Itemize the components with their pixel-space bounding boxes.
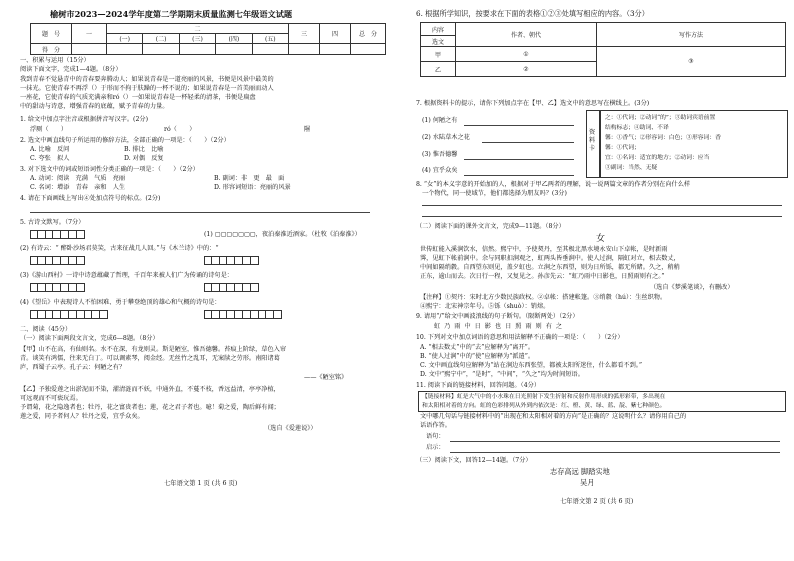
question-4: 4. 请在下面画线上写出④处加点符号的标点。(2分) xyxy=(20,195,161,202)
q1-answer[interactable]: 浮厕（ ） xyxy=(30,126,68,133)
answer-line[interactable] xyxy=(464,175,574,176)
q2-option[interactable]: B. 排比 比喻 xyxy=(124,146,164,153)
score-table-header: 总 分 xyxy=(351,24,386,44)
table-rowhead: 选文 xyxy=(421,36,456,47)
score-table-sub: (二) xyxy=(143,34,179,44)
question-6: 6. 根据所学知识，按要求在下面的表格①②③处填写相应的内容。（3分） xyxy=(416,9,649,18)
answer-grid[interactable] xyxy=(204,310,282,319)
card-line: 宜：①名词：适宜的地方；②动词：应当 xyxy=(605,155,710,161)
score-table xyxy=(30,23,386,55)
score-table-sub: (一) xyxy=(107,34,143,44)
section-two-b: （二）阅读下面的课外文言文，完成9—11题。（8分） xyxy=(416,223,565,230)
card-line: 馨：①香气；②形容词：白色；③形容词：香 xyxy=(605,135,721,141)
q9-sentence[interactable]: 虹 乃 雨 中 日 影 也 日 照 雨 则 有 之 xyxy=(434,323,564,330)
passage-line: 一抹光。它使青春不再浮（）于形而不拘于肤躁的一杯不说的；如果说青春是一首美丽而动人 xyxy=(20,85,274,92)
score-table-header: 一 xyxy=(72,24,107,44)
score-table-sub: (五) xyxy=(252,34,288,44)
link-material: 【链接材料】虹是大气中的小水珠在日光照射下发生折射和反射作用形成的弧形彩带，多出现在 xyxy=(422,394,666,400)
right-page xyxy=(410,0,790,561)
section-three: （三）阅读下文，回答12—14题。（7分） xyxy=(416,457,532,464)
table-row-label: 甲 xyxy=(421,47,456,62)
q7-item: (4) 宜乎众矣 xyxy=(422,167,458,174)
table-head: 作者、朝代 xyxy=(456,23,597,47)
answer-line[interactable] xyxy=(464,159,574,160)
q7-item: (3) 惟吾德馨 xyxy=(422,151,458,158)
question-2: 2. 选文中画直线句子所运用的修辞方法，全部正确的一项是：（ ）（2分） xyxy=(20,137,230,144)
nv-line: 霁，见虹下帐前涧中。余与同职扣涧观之，虹两头皆垂涧中。使人过涧，隔虹对立，相去数丈， xyxy=(420,255,680,262)
table-head: 写作方法 xyxy=(597,23,786,47)
text-jia: 【甲】山不在高，有仙则名。水不在深，有龙则灵。斯是陋室，惟吾德馨。苔痕上阶绿，草色入帘 xyxy=(20,346,287,353)
q10-option[interactable]: B. “使人过涧”中的“使”应解释为“派遣”。 xyxy=(420,353,535,360)
page-footer: 七年语文第 1 页 (共 6 页) xyxy=(164,480,238,487)
q2-option[interactable]: D. 对偶 反复 xyxy=(124,155,164,162)
nv-line: 正东，逾山而去。次日行一程，又复见之。孙彦先云：“虹乃雨中日影也，日照雨则有之。” xyxy=(420,273,665,280)
text-jia: 青。谈笑有鸿儒，往来无白丁。可以调素琴，阅金经。无丝竹之乱耳，无案牍之劳形。南阳诸葛 xyxy=(20,355,280,362)
q10-option[interactable]: A. “相去数丈”中的“去”应解释为“离开”。 xyxy=(420,344,535,351)
score-row-label: 得 分 xyxy=(31,44,72,55)
answer-grid[interactable] xyxy=(30,283,85,292)
q5-item: (1) ▢▢▢▢▢▢▢，夜泊秦淮近酒家。（杜牧《泊秦淮》） xyxy=(204,231,361,238)
q1-answer[interactable]: ró（ ） xyxy=(164,126,196,133)
table-mark[interactable]: ① xyxy=(456,47,597,62)
nv-note: 【注释】①契丹：宋时北方少数民族政权。②卓帐：搭建帐篷。③绡縠（hú）：生丝织物。 xyxy=(420,294,667,301)
card-tab xyxy=(586,110,600,178)
score-table-header: 四 xyxy=(320,24,351,44)
card-label: 资料卡 xyxy=(589,129,596,152)
table-head: 内容 xyxy=(421,23,456,36)
essay-author: 吴月 xyxy=(580,478,595,487)
passage-line: 一座花，它使青春的气质充满亲和ró（）一如果说青春是一杯轻柔的清茶，书便是扁盘 xyxy=(20,94,256,101)
q1-answer[interactable]: 隰 xyxy=(304,126,311,133)
score-table-sub: (四) xyxy=(216,34,252,44)
q10-option[interactable]: D. 文中“熙宁中”，“是时”，“中间”，“久之”均为时间短语。 xyxy=(420,371,584,378)
answer-grid[interactable] xyxy=(30,310,108,319)
question-5: 5. 古诗文默写。（7分） xyxy=(20,219,85,226)
card-line: 之：①代词；②动词“的”；③助词宾语前置 xyxy=(605,115,716,121)
q5-item: (4)《望岳》中表现诗人不怕困难、勇于攀登绝顶的雄心和气概的诗句是： xyxy=(20,299,221,306)
question-8: 8. “女”的本义字意的开始加的人，根据对于甲乙两者的理解，说一说两篇文章的作者分别在向什么样 xyxy=(416,181,691,188)
answer-line[interactable] xyxy=(450,441,780,442)
answer-line[interactable] xyxy=(450,452,780,453)
section-two-sub: （一）阅读下面两段文言文，完成6—8题。（8分） xyxy=(20,335,159,342)
q3-option[interactable]: A. 动词：阅读 充满 气质 亮丽 xyxy=(30,175,126,182)
text-jia: 庐，西蜀子云亭。孔子云：何陋之有？ xyxy=(20,364,126,371)
question-7: 7. 根据资料卡的提示，请你下列加点字在【甲、乙】选文中的意思写在横线上。(3分) xyxy=(416,100,650,107)
q7-item: (2) 水陆草木之花 xyxy=(422,134,470,141)
passage-line: 中的甜动与诗意，增强青春的底蕴，赋予青春的力量。 xyxy=(20,103,169,110)
q2-option[interactable]: C. 夸张 拟人 xyxy=(30,155,70,162)
nv-note: ④熙宁：北宋神宗年号。⑤铄（shuò）：销熔。 xyxy=(420,303,550,310)
question-3: 3. 对下选文中的词或短语词性分类正确的一项是：（ ）（2分） xyxy=(20,166,199,173)
answer-line[interactable] xyxy=(464,125,574,126)
q2-option[interactable]: A. 比喻 反问 xyxy=(30,146,70,153)
question-11: 11. 阅读下面的链接材料，回答问题。（4分） xyxy=(416,382,541,389)
question-1: 1. 给文中加点字注音或根据拼音写汉字。(2分) xyxy=(20,116,149,123)
exam-title: 榆树市2023—2024学年度第二学期期末质量监测七年级语文试题 xyxy=(50,9,293,19)
card-line: 结构标志；④助词、不译 xyxy=(605,125,669,131)
score-table-header: 题 号 xyxy=(31,24,72,44)
score-table-header: 三 xyxy=(289,24,320,44)
answer-line[interactable] xyxy=(422,216,782,217)
q10-option[interactable]: C. 文中画直线句应解释为“站在涧边东西张望，都被太阳所迷住，什么都看不到。” xyxy=(420,362,643,369)
q3-option[interactable]: D. 形容词短语：亮丽的风景 xyxy=(214,184,291,191)
info-card xyxy=(600,110,788,178)
fill-label: 启示： xyxy=(426,444,445,451)
answer-grid[interactable] xyxy=(204,256,259,265)
page-footer: 七年语文第 2 页 (共 6 页) xyxy=(560,498,634,505)
q11-question: 话语作答。 xyxy=(420,422,451,429)
q5-item: (3)《游山西村》一诗中诗意蕴藏了哲理，千百年来被人们广为传诵的诗句是： xyxy=(20,272,233,279)
passage-line: 我到青春不觉悬青中的青春要奔腾动人；如果说青春是一道亮丽的风景，书便是风景中最美的 xyxy=(20,76,274,83)
nv-line: 世传虹能入溪涧饮水，信然。熙宁中，予使契丹，至其极北黑水境永安山下卓帐，是时新雨 xyxy=(420,246,668,253)
answer-line[interactable] xyxy=(482,142,574,143)
table-mark[interactable]: ③ xyxy=(597,47,786,77)
text-yi: 予谓菊，花之隐逸者也；牡丹，花之富贵者也；莲，花之君子者也。噫！菊之爱，陶后鲜有闻； xyxy=(20,404,280,411)
essay-title: 志存高远 脚踏实地 xyxy=(550,467,610,476)
section-two-title: 二、阅读（45分） xyxy=(20,326,72,333)
link-material: 和太阳相对着的方向。虹的色彩排列从外到内依次是：红、橙、黄、绿、蓝、靛、紫七种颜色。 xyxy=(422,403,666,409)
question-9: 9. 请用“/”给文中画波浪线的句子断句。（限断两处）（2分） xyxy=(416,313,579,320)
answer-grid[interactable] xyxy=(30,230,85,239)
q11-question: 文中哪几句话与链接材料中的“出现在和太阳相对着的方向”是正确的？这说明什么？请你用自己的 xyxy=(420,413,687,420)
nv-line: 中间如隔绡縠。自西望东则见，盖夕虹也。立涧之东西望，则为日所铄，都无所睹。久之，稍稍 xyxy=(420,264,680,271)
score-table-header: 二 xyxy=(107,24,289,34)
left-page xyxy=(14,0,394,561)
q3-option[interactable]: B. 副词：非 更 最 面 xyxy=(214,175,285,182)
section-one-intro: 阅读下面文字，完成1—4题。（8分） xyxy=(20,66,122,73)
q5-item: (2) 有诗云：“ 醉卧沙场君莫笑，古来征战几人回。”与《木兰诗》中的：“ xyxy=(20,245,219,252)
answer-grid[interactable] xyxy=(30,256,85,265)
table-mark[interactable]: ② xyxy=(456,62,597,77)
text-jia-source: ——《陋室铭》 xyxy=(304,374,348,381)
answer-line[interactable] xyxy=(422,205,782,206)
section-one-title: 一、积累与运用（15分） xyxy=(20,57,90,64)
text-yi: 【乙】予独爱莲之出淤泥而不染，濯清涟而不妖，中通外直，不蔓不枝，香远益清，亭亭净植， xyxy=(20,386,280,393)
score-table-sub: (三) xyxy=(179,34,215,44)
table-row-label: 乙 xyxy=(421,62,456,77)
answer-line[interactable] xyxy=(30,212,370,213)
q3-option[interactable]: C. 名词：增添 青春 亲和 人生 xyxy=(30,184,126,191)
question-8-cont: 一个物代，同一使域节，他们都选择为朋友吗？(3分) xyxy=(422,190,567,197)
link-material-box xyxy=(418,391,786,412)
card-line: 馨：①代词； xyxy=(605,145,640,151)
q6-table xyxy=(420,22,786,77)
fill-label: 语句： xyxy=(426,433,445,440)
question-10: 10. 下列对文中加点词语的意思和用法解释不正确的一项是：（ ）（2分） xyxy=(416,334,624,341)
card-line: ③副词：当然、无疑 xyxy=(605,165,658,171)
passage-title: 女 xyxy=(596,234,606,244)
nv-source: （选自《梦溪笔谈》，有删改） xyxy=(650,284,734,291)
q7-item: (1) 何陋之有 xyxy=(422,117,458,124)
text-yi: 莲之爱，同予者何人？牡丹之爱，宜乎众矣。 xyxy=(20,413,144,420)
text-yi-source: （选自《爱莲说》） xyxy=(264,425,317,432)
answer-grid[interactable] xyxy=(204,283,259,292)
text-yi: 可远观而不可亵玩焉。 xyxy=(20,395,82,402)
